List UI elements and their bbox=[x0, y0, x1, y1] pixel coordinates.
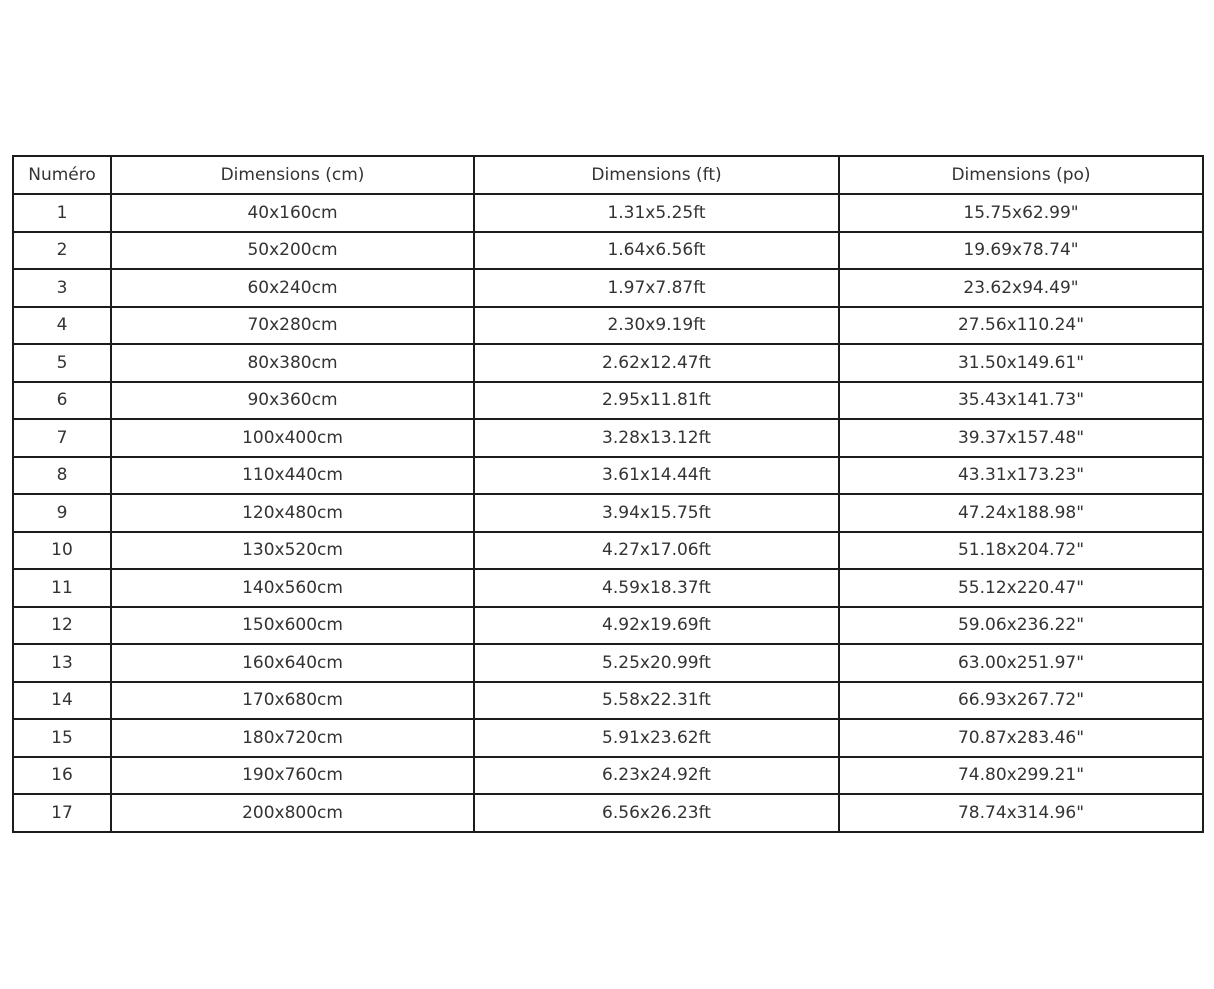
table-cell: 3.94x15.75ft bbox=[474, 494, 839, 532]
table-row bbox=[13, 232, 1203, 270]
table-cell: 4.59x18.37ft bbox=[474, 569, 839, 607]
table-cell: 27.56x110.24" bbox=[839, 307, 1203, 345]
table-cell: 180x720cm bbox=[111, 719, 474, 757]
column-header-numero: Numéro bbox=[13, 156, 111, 194]
table-row bbox=[13, 719, 1203, 757]
table-cell: 80x380cm bbox=[111, 344, 474, 382]
table-row bbox=[13, 757, 1203, 795]
table-row bbox=[13, 419, 1203, 457]
table-row bbox=[13, 194, 1203, 232]
table-cell: 19.69x78.74" bbox=[839, 232, 1203, 270]
table-row bbox=[13, 457, 1203, 495]
table-cell: 3 bbox=[13, 269, 111, 307]
table-row bbox=[13, 344, 1203, 382]
table-cell: 6.23x24.92ft bbox=[474, 757, 839, 795]
table-cell: 120x480cm bbox=[111, 494, 474, 532]
table-cell: 50x200cm bbox=[111, 232, 474, 270]
table-cell: 5.25x20.99ft bbox=[474, 644, 839, 682]
table-cell: 59.06x236.22" bbox=[839, 607, 1203, 645]
table-cell: 5.91x23.62ft bbox=[474, 719, 839, 757]
table-cell: 3.28x13.12ft bbox=[474, 419, 839, 457]
table-header bbox=[13, 156, 1203, 194]
table-cell: 140x560cm bbox=[111, 569, 474, 607]
table-cell: 90x360cm bbox=[111, 382, 474, 420]
table-cell: 15 bbox=[13, 719, 111, 757]
table-cell: 15.75x62.99" bbox=[839, 194, 1203, 232]
table-row bbox=[13, 269, 1203, 307]
table-cell: 3.61x14.44ft bbox=[474, 457, 839, 495]
table-cell: 11 bbox=[13, 569, 111, 607]
table-cell: 1.64x6.56ft bbox=[474, 232, 839, 270]
table-cell: 10 bbox=[13, 532, 111, 570]
table-cell: 70.87x283.46" bbox=[839, 719, 1203, 757]
table-row bbox=[13, 569, 1203, 607]
table-cell: 200x800cm bbox=[111, 794, 474, 832]
table-cell: 17 bbox=[13, 794, 111, 832]
table-cell: 13 bbox=[13, 644, 111, 682]
table-cell: 23.62x94.49" bbox=[839, 269, 1203, 307]
table-body bbox=[13, 194, 1203, 832]
table-cell: 100x400cm bbox=[111, 419, 474, 457]
table-row bbox=[13, 682, 1203, 720]
table-cell: 9 bbox=[13, 494, 111, 532]
table-cell: 40x160cm bbox=[111, 194, 474, 232]
table-cell: 12 bbox=[13, 607, 111, 645]
table-cell: 63.00x251.97" bbox=[839, 644, 1203, 682]
table-cell: 160x640cm bbox=[111, 644, 474, 682]
table-row bbox=[13, 794, 1203, 832]
table-cell: 2.30x9.19ft bbox=[474, 307, 839, 345]
table-cell: 110x440cm bbox=[111, 457, 474, 495]
table-cell: 170x680cm bbox=[111, 682, 474, 720]
table-cell: 51.18x204.72" bbox=[839, 532, 1203, 570]
table-cell: 1 bbox=[13, 194, 111, 232]
table-cell: 2 bbox=[13, 232, 111, 270]
table-cell: 190x760cm bbox=[111, 757, 474, 795]
table-header-row bbox=[13, 156, 1203, 194]
table-row bbox=[13, 382, 1203, 420]
table-cell: 6.56x26.23ft bbox=[474, 794, 839, 832]
column-header-dimensions-po: Dimensions (po) bbox=[839, 156, 1203, 194]
table-cell: 60x240cm bbox=[111, 269, 474, 307]
table-row bbox=[13, 307, 1203, 345]
table-cell: 78.74x314.96" bbox=[839, 794, 1203, 832]
table-cell: 35.43x141.73" bbox=[839, 382, 1203, 420]
table-cell: 70x280cm bbox=[111, 307, 474, 345]
table-cell: 5 bbox=[13, 344, 111, 382]
table-cell: 47.24x188.98" bbox=[839, 494, 1203, 532]
table-cell: 74.80x299.21" bbox=[839, 757, 1203, 795]
table-cell: 39.37x157.48" bbox=[839, 419, 1203, 457]
table-cell: 2.95x11.81ft bbox=[474, 382, 839, 420]
table-cell: 5.58x22.31ft bbox=[474, 682, 839, 720]
table-row bbox=[13, 494, 1203, 532]
table-row bbox=[13, 607, 1203, 645]
column-header-dimensions-cm: Dimensions (cm) bbox=[111, 156, 474, 194]
table-cell: 150x600cm bbox=[111, 607, 474, 645]
table-cell: 130x520cm bbox=[111, 532, 474, 570]
table-cell: 4 bbox=[13, 307, 111, 345]
table-cell: 66.93x267.72" bbox=[839, 682, 1203, 720]
table-cell: 31.50x149.61" bbox=[839, 344, 1203, 382]
table-cell: 1.97x7.87ft bbox=[474, 269, 839, 307]
table-cell: 8 bbox=[13, 457, 111, 495]
table-cell: 1.31x5.25ft bbox=[474, 194, 839, 232]
column-header-dimensions-ft: Dimensions (ft) bbox=[474, 156, 839, 194]
table-cell: 55.12x220.47" bbox=[839, 569, 1203, 607]
table-cell: 7 bbox=[13, 419, 111, 457]
table-cell: 43.31x173.23" bbox=[839, 457, 1203, 495]
table-cell: 4.27x17.06ft bbox=[474, 532, 839, 570]
table-cell: 6 bbox=[13, 382, 111, 420]
table-row bbox=[13, 532, 1203, 570]
dimensions-table bbox=[12, 155, 1204, 833]
table-cell: 2.62x12.47ft bbox=[474, 344, 839, 382]
table-cell: 16 bbox=[13, 757, 111, 795]
table-cell: 4.92x19.69ft bbox=[474, 607, 839, 645]
table-row bbox=[13, 644, 1203, 682]
table-cell: 14 bbox=[13, 682, 111, 720]
